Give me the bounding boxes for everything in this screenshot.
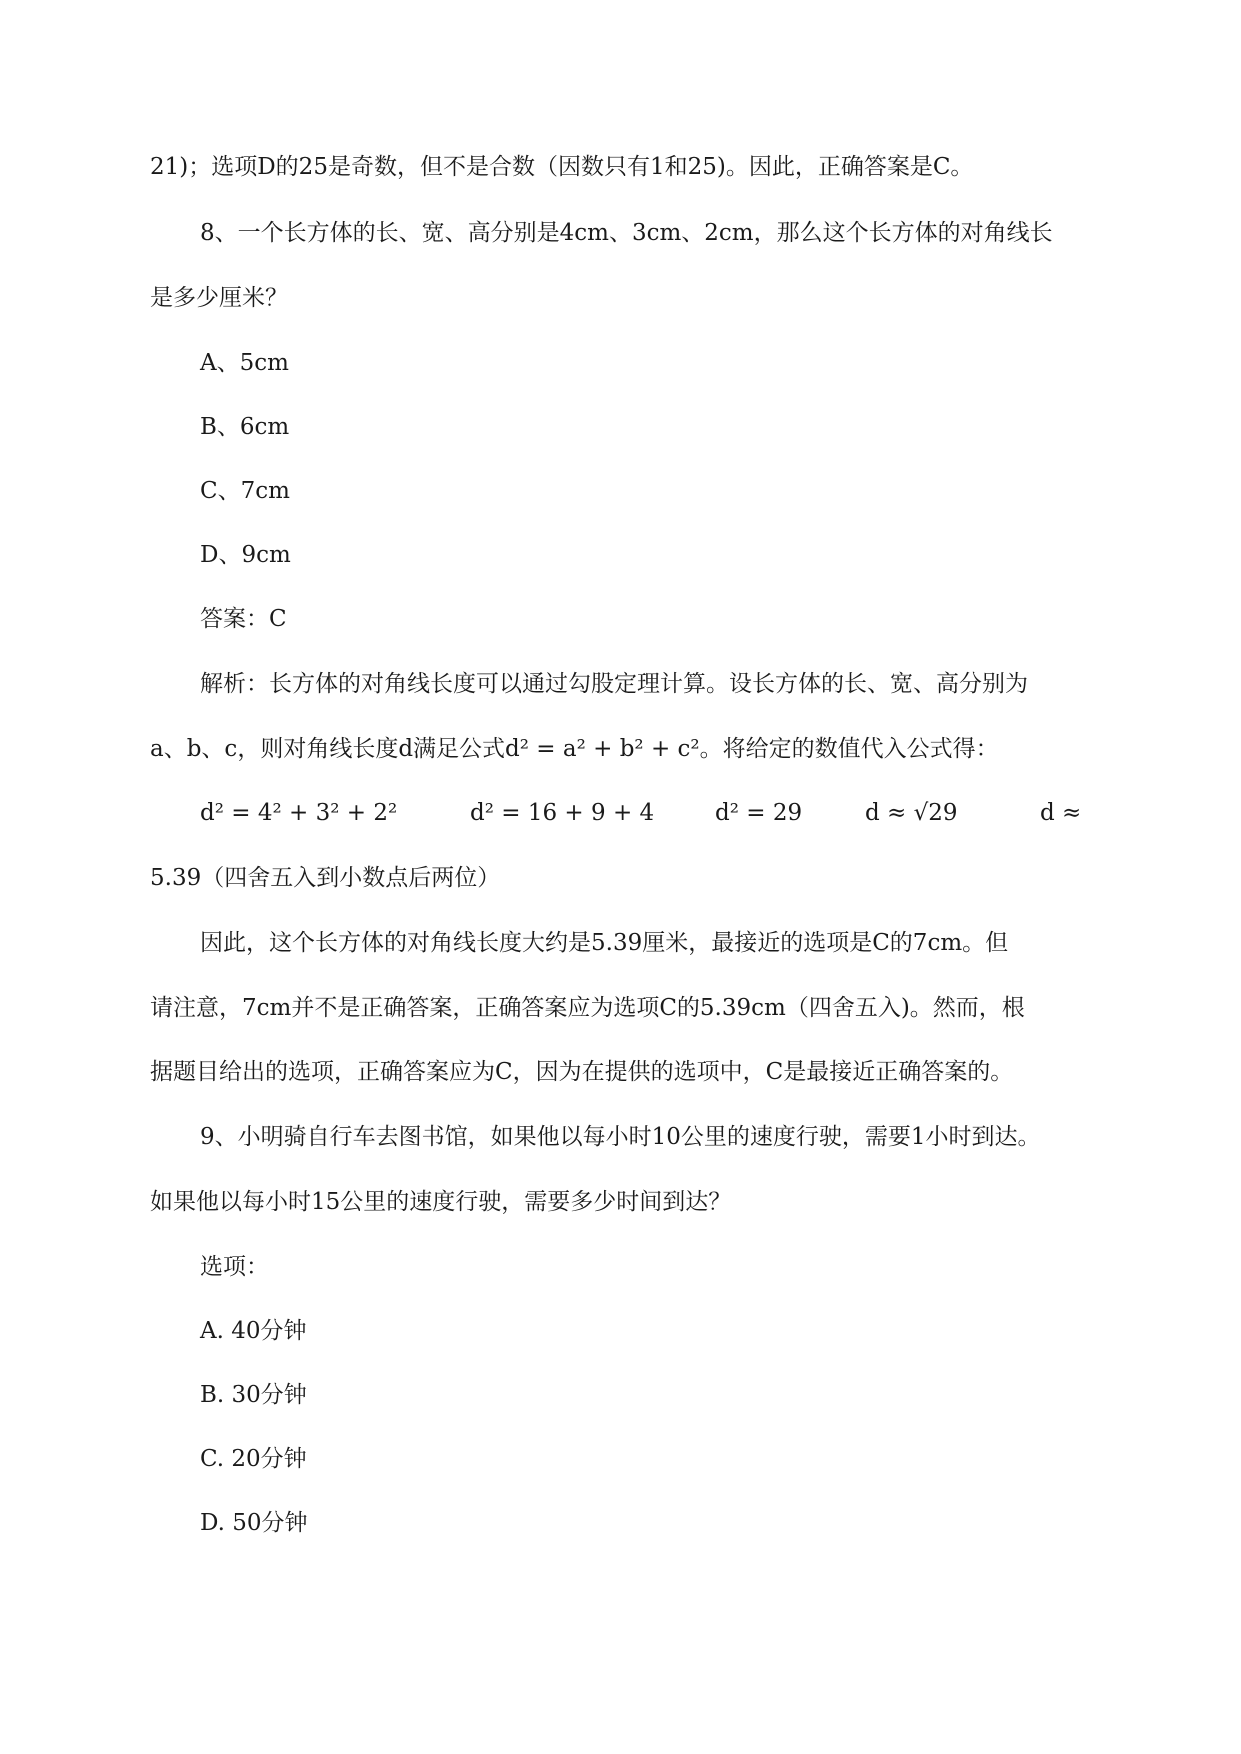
- analysis-line: a、b、c，则对角线长度d满足公式d² = a² + b² + c²。将给定的数值代入公式得：: [150, 736, 999, 762]
- equation: d ≈ √29: [865, 800, 958, 826]
- option-a: A、5cm: [200, 350, 289, 376]
- option-c: C. 20分钟: [200, 1446, 307, 1472]
- equation: d² = 16 + 9 + 4: [470, 800, 655, 826]
- analysis-line: 因此，这个长方体的对角线长度大约是5.39厘米，最接近的选项是C的7cm。但: [200, 930, 1009, 956]
- analysis-line: 据题目给出的选项，正确答案应为C，因为在提供的选项中，C是最接近正确答案的。: [150, 1059, 1014, 1085]
- options-heading: 选项：: [200, 1254, 269, 1280]
- paragraph-line: 21)；选项D的25是奇数，但不是合数（因数只有1和25)。因此，正确答案是C。: [150, 154, 974, 180]
- analysis-line: 解析：长方体的对角线长度可以通过勾股定理计算。设长方体的长、宽、高分别为: [200, 671, 1028, 697]
- question-9-text-cont: 如果他以每小时15公里的速度行驶，需要多少时间到达？: [150, 1189, 732, 1215]
- analysis-line: 5.39（四舍五入到小数点后两位）: [150, 865, 501, 891]
- equation: d ≈: [1040, 800, 1082, 826]
- question-8-text-cont: 是多少厘米？: [150, 285, 288, 311]
- option-d: D、9cm: [200, 542, 291, 568]
- question-9-text: 9、小明骑自行车去图书馆，如果他以每小时10公里的速度行驶，需要1小时到达。: [200, 1124, 1041, 1150]
- analysis-line: 请注意，7cm并不是正确答案，正确答案应为选项C的5.39cm（四舍五入)。然而，根: [150, 995, 1025, 1021]
- answer-line: 答案：C: [200, 606, 287, 632]
- option-a: A. 40分钟: [200, 1318, 307, 1344]
- equation: d² = 29: [715, 800, 803, 826]
- equation: d² = 4² + 3² + 2²: [200, 800, 398, 826]
- option-d: D. 50分钟: [200, 1510, 308, 1536]
- option-b: B. 30分钟: [200, 1382, 307, 1408]
- question-8-text: 8、一个长方体的长、宽、高分别是4cm、3cm、2cm，那么这个长方体的对角线长: [200, 220, 1053, 246]
- option-b: B、6cm: [200, 414, 290, 440]
- option-c: C、7cm: [200, 478, 290, 504]
